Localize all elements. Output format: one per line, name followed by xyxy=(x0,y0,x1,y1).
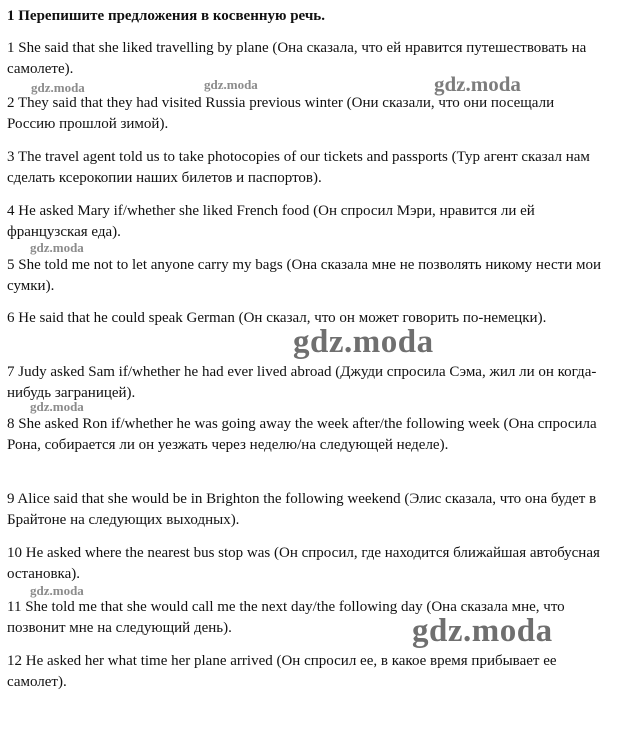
sentence-item: 11 She told me that she would call me the next day/the following day (Она сказала мне, что позвонит мне на следующий день). xyxy=(7,599,565,636)
watermark: gdz.moda xyxy=(30,399,84,414)
sentence-item: 12 He asked her what time her plane arrived (Он спросил ее, в какое время прибывает ее самолет). xyxy=(7,653,557,690)
sentence-item: 7 Judy asked Sam if/whether he had ever lived abroad (Джуди спросила Сэма, жил ли он когда-нибудь заграницей). xyxy=(7,364,597,401)
watermark: gdz.moda xyxy=(30,583,84,598)
watermark: gdz.moda xyxy=(31,80,85,95)
watermark: gdz.moda xyxy=(30,240,84,255)
watermark: gdz.moda xyxy=(204,77,258,92)
sentence-item: 8 She asked Ron if/whether he was going away the week after/the following week (Она спросила Рона, собирается ли он уезжать через неделю/на следующей неделе). xyxy=(7,416,597,453)
watermark: gdz.moda xyxy=(293,324,434,360)
watermark: gdz.moda xyxy=(412,613,553,649)
sentence-item: 9 Alice said that she would be in Brighton the following weekend (Элис сказала, что она будет в Брайтоне на следующих выходных). xyxy=(7,491,597,528)
sentence-item: 6 He said that he could speak German (Он сказал, что он может говорить по-немецки). xyxy=(7,310,547,326)
sentence-item: 1 She said that she liked travelling by plane (Она сказала, что ей нравится путешествовать на самолете). xyxy=(7,40,587,77)
sentence-item: 3 The travel agent told us to take photocopies of our tickets and passports (Тур агент сказал нам сделать ксерокопии наших билетов и паспортов). xyxy=(7,149,590,186)
watermark: gdz.moda xyxy=(434,72,521,96)
sentence-item: 10 He asked where the nearest bus stop was (Он спросил, где находится ближайшая автобусная остановка). xyxy=(7,545,600,582)
exercise-heading: 1 Перепишите предложения в косвенную речь. xyxy=(7,8,325,24)
sentence-item: 5 She told me not to let anyone carry my bags (Она сказала мне не позволять никому нести мои сумки). xyxy=(7,257,602,294)
sentence-item: 4 He asked Mary if/whether she liked French food (Он спросил Мэри, нравится ли ей французская еда). xyxy=(7,203,535,240)
sentence-item: 2 They said that they had visited Russia previous winter (Они сказали, что они посещали Россию прошлой зимой). xyxy=(7,95,555,132)
